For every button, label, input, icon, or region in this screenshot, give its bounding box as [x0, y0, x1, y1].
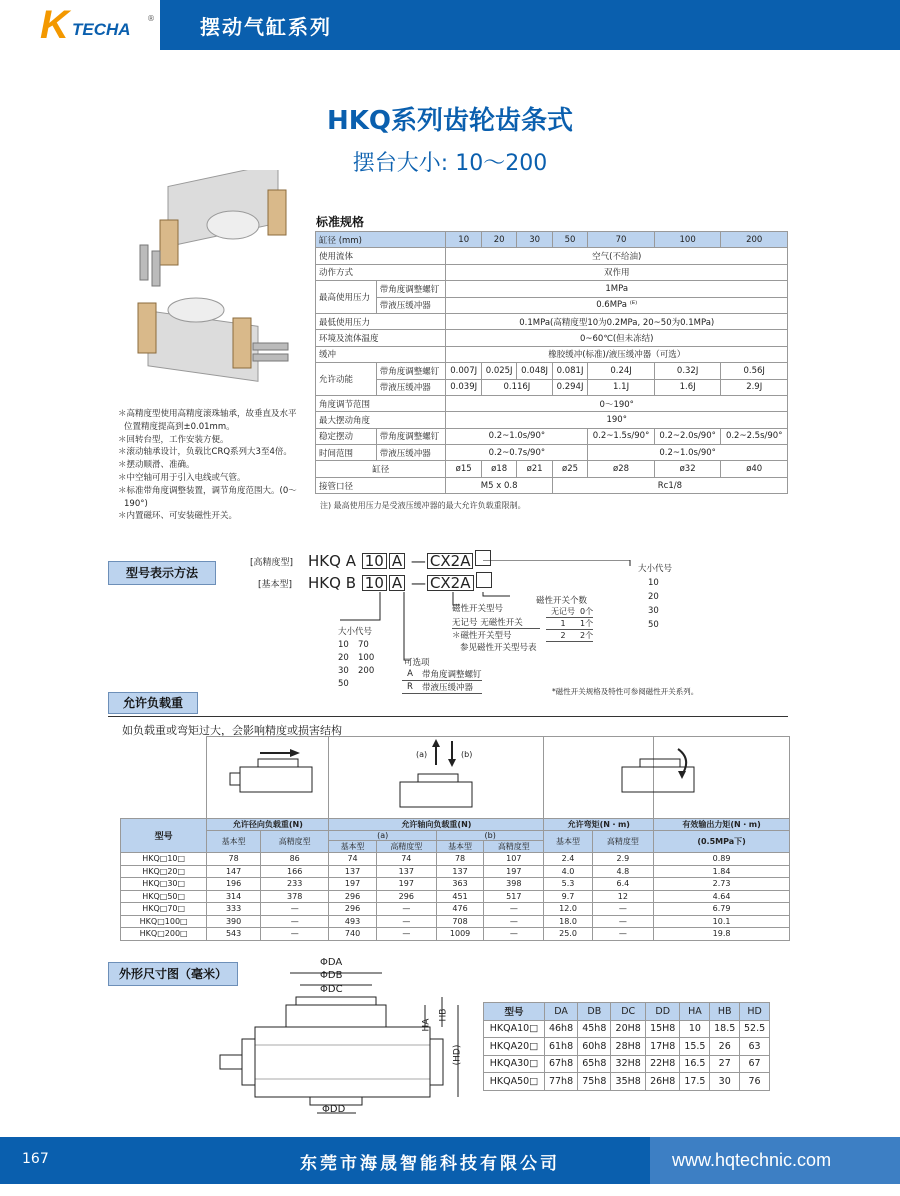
table-row: 基本型 高精度型 (a) (b) 基本型 高精度型 (0.5MPa下) — [121, 831, 790, 841]
right-size-list: 大小代号 10 20 30 50 — [638, 564, 673, 630]
size-code-list: 大小代号 10 70 20 100 30 200 50 — [338, 627, 375, 689]
option-table — [402, 668, 482, 694]
table-row: 1 1个 — [546, 618, 593, 630]
load-a-label: (a) — [416, 750, 428, 759]
divider — [108, 716, 788, 717]
option-title: 可选项 — [404, 658, 430, 668]
feature-item: ＊内置磁环、可安装磁性开关。 — [118, 511, 238, 522]
logo-text: TECHA — [72, 20, 131, 39]
table-row: HKQ□20□ 147 166 137 137 137 197 4.0 4.8 1.84 — [121, 865, 790, 878]
table-row: 无记号 0个 — [546, 606, 593, 618]
table-row: 最大摆动角度 190° — [316, 412, 788, 428]
dim-dc-label: ΦDC — [320, 984, 343, 995]
page-subtitle: 摆台大小: 10～200 — [352, 151, 548, 176]
feature-item: ＊中空轴可用于引入电线或气管。 — [118, 472, 246, 483]
load-diagrams — [200, 737, 790, 819]
table-row: HKQA10□ 46h8 45h8 20H8 15H8 10 18.5 52.5 — [484, 1020, 770, 1038]
model-section-label: 型号表示方法 — [108, 561, 216, 585]
table-row: HKQA20□ 61h8 60h8 28H8 17H8 15.5 26 63 — [484, 1038, 770, 1056]
table-row: HKQ□70□ 333 — 296 — 476 — 12.0 — 6.79 — [121, 903, 790, 916]
cylinder-photo-1 — [140, 170, 286, 286]
table-row: HKQ□50□ 314 378 296 296 451 517 9.7 12 4.64 — [121, 890, 790, 903]
hp-model-code: HKQ A 10 A — CX2A — [308, 550, 492, 570]
header-title: 摆动气缸系列 — [200, 15, 332, 39]
table-row: 基本型 高精度型 基本型 高精度型 — [121, 841, 790, 853]
spec-note: 注) 最高使用压力是受液压缓冲器的最大允许负载重限制。 — [320, 501, 526, 510]
feature-list — [118, 408, 303, 523]
cylinder-photo-2 — [138, 298, 288, 381]
table-row: HKQ□10□ 78 86 74 74 78 107 2.4 2.9 0.89 — [121, 853, 790, 866]
moment-diagram — [622, 749, 694, 792]
table-row: 使用流体 空气(不给油) — [316, 248, 788, 264]
dim-ha-label: HA — [421, 1018, 432, 1032]
table-row: 动作方式 双作用 — [316, 264, 788, 280]
dim-da-label: ΦDA — [320, 957, 343, 968]
spec-table — [315, 231, 788, 494]
table-row: R 带液压缓冲器 — [402, 681, 482, 694]
basic-label: [基本型] — [258, 580, 293, 590]
table-row: 最高使用压力 带角度调整螺钉 1MPa — [316, 281, 788, 297]
table-row: 带液压缓冲器 0.039J 0.116J 0.294J 1.1J 1.6J 2.9J — [316, 379, 788, 395]
load-section-label: 允许负载重 — [108, 692, 198, 714]
feature-item: ＊滚动轴承设计，负载比CRQ系列大3至4倍。 — [118, 447, 292, 458]
page-number: 167 — [22, 1151, 49, 1167]
table-row: 带液压缓冲器 0.6MPa ⁽ᴱ⁾ — [316, 297, 788, 313]
switch-none: 无记号 无磁性开关 — [452, 616, 540, 629]
logo-registered: ® — [147, 14, 155, 23]
feature-item: ＊高精度型使用高精度滚珠轴承，故垂直及水平位置精度提高到±0.01mm。 — [118, 409, 297, 432]
table-row: 环境及流体温度 0~60℃(但未冻结) — [316, 330, 788, 346]
switch-type-title: 磁性开关型号 — [452, 604, 504, 614]
table-row: 缸径 (mm) 10 20 30 50 70 100 200 — [316, 232, 788, 248]
radial-load-diagram — [230, 749, 312, 792]
dim-hb-label: HB — [438, 1008, 449, 1022]
table-row: 缓冲 橡胶缓冲(标准)/液压缓冲器（可选） — [316, 346, 788, 362]
page-title: HKQ系列齿轮齿条式 — [326, 106, 573, 136]
feature-item: ＊摆动顺滑、准确。 — [118, 460, 195, 471]
table-row: HKQ□30□ 196 233 197 197 363 398 5.3 6.4 2.73 — [121, 878, 790, 891]
feature-item: ＊标准带角度调整装置，调节角度范围大。(0～190°) — [118, 485, 297, 509]
dim-dd-label: ΦDD — [322, 1104, 346, 1115]
table-row: 型号 DA DB DC DD HA HB HD — [484, 1003, 770, 1021]
table-row: HKQ□100□ 390 — 493 — 708 — 18.0 — 10.1 — [121, 915, 790, 928]
switch-note: *磁性开关规格及特性可参阅磁性开关系列。 — [552, 687, 699, 696]
spec-heading: 标准规格 — [316, 215, 365, 229]
load-b-label: (b) — [461, 750, 473, 759]
dims-section-label: 外形尺寸图（毫米） — [108, 962, 238, 986]
switch-count-table — [546, 606, 593, 642]
table-row: 允许动能 带角度调整螺钉 0.007J 0.025J 0.048J 0.081J 0.24J 0.32J 0.56J — [316, 363, 788, 379]
switch-count-title: 磁性开关个数 — [536, 596, 588, 606]
table-row: 型号 允许径向负载重(N) 允许轴向负载重(N) 允许弯矩(N・m) 有效输出力矩(N・m) — [121, 819, 790, 831]
table-row: 接管口径 M5 x 0.8 Rc1/8 — [316, 477, 788, 493]
company-name: 东莞市海晟智能科技有限公司 — [300, 1154, 560, 1174]
logo — [0, 0, 160, 50]
switch-ref: ＊磁性开关型号 参见磁性开关型号表 — [452, 631, 537, 653]
load-note: 如负载重或弯矩过大，会影响精度或损害结构 — [122, 724, 342, 737]
basic-model-code: HKQ B 10 A — CX2A — [308, 572, 493, 592]
table-row: 角度调节范围 0～190° — [316, 395, 788, 411]
table-row: 稳定摆动 带角度调整螺钉 0.2~1.0s/90° 0.2~1.5s/90° 0.2~2.0s/90° 0.2~2.5s/90° — [316, 428, 788, 444]
table-row: A 带角度调整螺钉 — [402, 668, 482, 681]
product-image — [118, 170, 313, 395]
hp-label: [高精度型] — [250, 558, 294, 568]
logo-mark: K — [40, 3, 69, 47]
feature-item: ＊回转台型，工作安装方便。 — [118, 434, 229, 445]
dim-hd-label: (HD) — [452, 1044, 463, 1066]
table-row: 时间范围 带液压缓冲器 0.2~0.7s/90° 0.2~1.0s/90° — [316, 445, 788, 461]
table-row: 最低使用压力 0.1MPa(高精度型10为0.2MPa, 20~50为0.1MPa) — [316, 313, 788, 329]
dimension-table — [483, 1002, 770, 1091]
table-row: HKQA30□ 67h8 65h8 32H8 22H8 16.5 27 67 — [484, 1055, 770, 1073]
table-row: 2 2个 — [546, 630, 593, 642]
table-row: HKQ□200□ 543 — 740 — 1009 — 25.0 — 19.8 — [121, 928, 790, 941]
table-row: HKQA50□ 77h8 75h8 35H8 26H8 17.5 30 76 — [484, 1073, 770, 1091]
table-row: 缸径 ø15 ø18 ø21 ø25 ø28 ø32 ø40 — [316, 461, 788, 477]
dim-db-label: ΦDB — [320, 970, 343, 981]
website-link[interactable]: www.hqtechnic.com — [672, 1150, 832, 1170]
